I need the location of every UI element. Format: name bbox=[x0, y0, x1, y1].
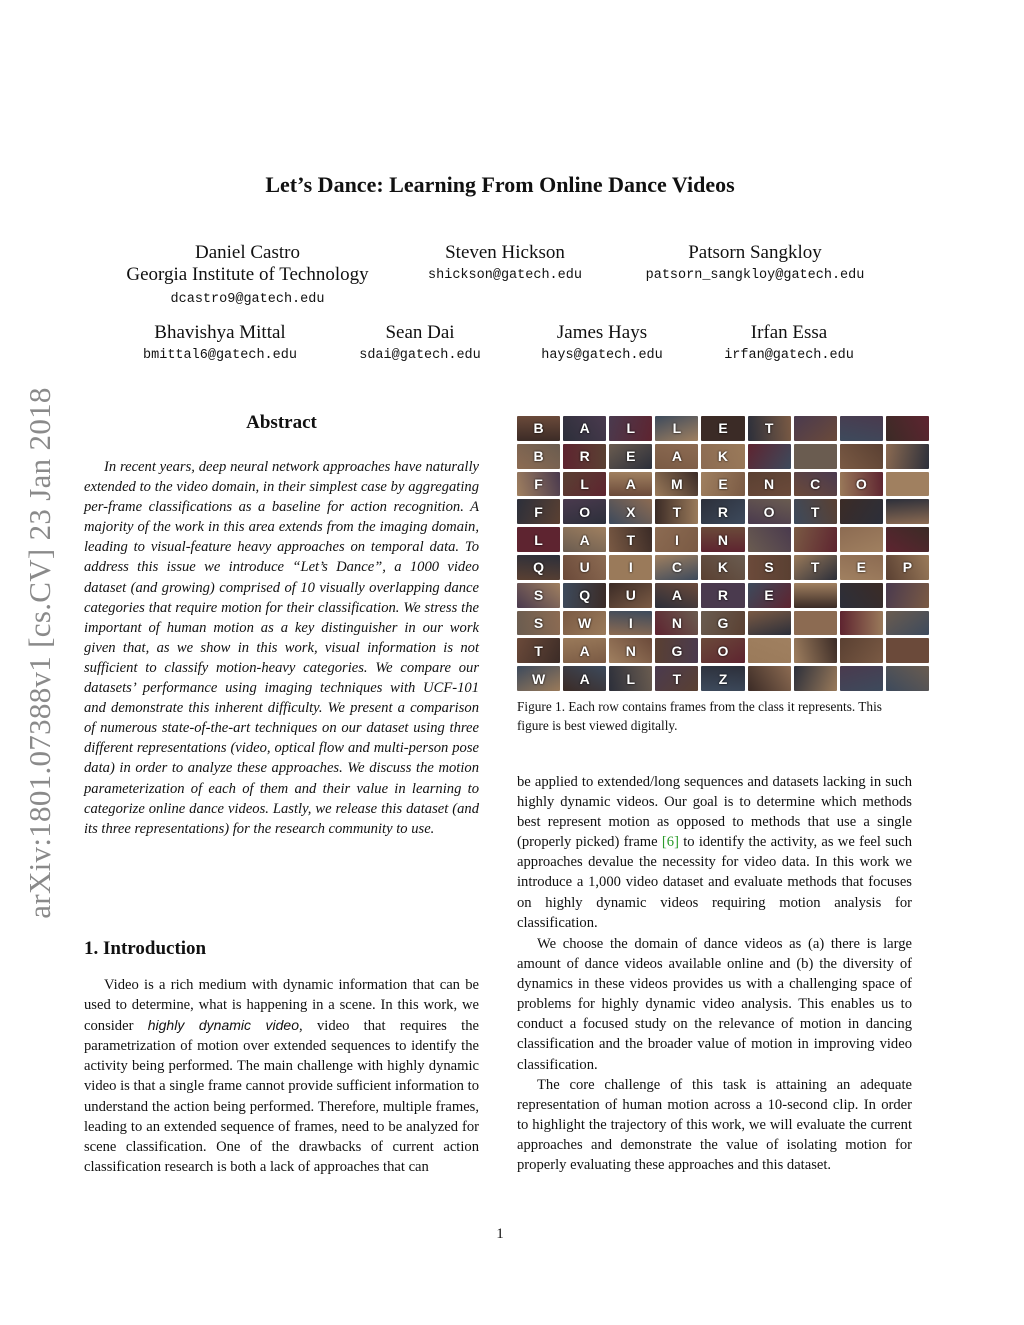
figure-frame bbox=[794, 527, 837, 552]
figure-frame bbox=[563, 611, 606, 636]
frame-letter: F bbox=[534, 503, 543, 520]
body-text: to identify the activity, as we feel such approaches devalue the necessity for video data. In this work we introduce a 1,000 video dataset and evaluate methods that focuses on highly dynamic videos requiring motion analysis for classification. bbox=[517, 834, 912, 931]
figure-frame-grid bbox=[517, 416, 929, 691]
author-block bbox=[120, 242, 375, 307]
frame-letter: W bbox=[531, 670, 546, 687]
figure-frame bbox=[794, 416, 837, 441]
figure-frame bbox=[748, 472, 791, 497]
figure-frame bbox=[517, 583, 560, 608]
frame-letter: M bbox=[671, 475, 683, 492]
figure-frame bbox=[609, 583, 652, 608]
frame-letter: N bbox=[625, 642, 636, 659]
author-email: patsorn_sangkloy@gatech.edu bbox=[645, 268, 865, 283]
frame-letter: G bbox=[671, 642, 683, 659]
figure-frame bbox=[840, 666, 883, 691]
frame-letter bbox=[794, 611, 837, 636]
section-heading: 1. Introduction bbox=[84, 938, 207, 959]
frame-letter: A bbox=[625, 475, 636, 492]
frame-letter: L bbox=[580, 475, 589, 492]
frame-letter: I bbox=[628, 559, 633, 576]
frame-letter bbox=[886, 666, 929, 691]
figure-frame bbox=[886, 527, 929, 552]
figure-frame bbox=[840, 611, 883, 636]
figure-frame bbox=[655, 666, 698, 691]
figure-frame bbox=[701, 666, 744, 691]
frame-letter: I bbox=[674, 531, 679, 548]
figure-frame bbox=[748, 444, 791, 469]
frame-letter bbox=[748, 666, 791, 691]
figure-frame bbox=[517, 416, 560, 441]
figure-frame bbox=[840, 638, 883, 663]
figure-frame bbox=[655, 472, 698, 497]
figure-frame bbox=[655, 555, 698, 580]
figure-frame bbox=[655, 444, 698, 469]
frame-letter: O bbox=[579, 503, 591, 520]
frame-letter: T bbox=[626, 531, 636, 548]
figure-frame bbox=[840, 472, 883, 497]
figure-frame bbox=[701, 583, 744, 608]
figure-frame bbox=[794, 499, 837, 524]
figure-frame bbox=[517, 472, 560, 497]
figure-frame bbox=[517, 638, 560, 663]
author-email: hays@gatech.edu bbox=[541, 348, 663, 363]
frame-letter bbox=[794, 666, 837, 691]
author-name: Steven Hickson bbox=[445, 242, 565, 263]
figure-frame bbox=[609, 611, 652, 636]
figure-frame bbox=[886, 444, 929, 469]
frame-letter: R bbox=[717, 503, 729, 520]
figure-frame bbox=[840, 583, 883, 608]
frame-letter bbox=[886, 444, 929, 469]
frame-letter: T bbox=[534, 642, 543, 659]
frame-letter: K bbox=[717, 559, 729, 576]
frame-letter: E bbox=[856, 559, 866, 576]
author-block bbox=[345, 322, 495, 363]
figure-frame bbox=[840, 444, 883, 469]
frame-letter: S bbox=[533, 614, 544, 631]
figure-frame bbox=[517, 666, 560, 691]
frame-letter: T bbox=[672, 503, 682, 520]
figure-frame bbox=[794, 638, 837, 663]
frame-letter bbox=[748, 444, 791, 469]
frame-letter bbox=[794, 527, 837, 552]
author-block bbox=[405, 242, 605, 283]
frame-letter: A bbox=[671, 587, 682, 604]
figure-frame bbox=[517, 527, 560, 552]
figure-frame bbox=[563, 499, 606, 524]
figure-frame bbox=[563, 555, 606, 580]
figure-frame bbox=[655, 416, 698, 441]
citation-link[interactable]: [6] bbox=[661, 834, 679, 851]
frame-letter: A bbox=[671, 448, 682, 465]
figure-frame bbox=[517, 499, 560, 524]
frame-letter bbox=[794, 416, 837, 441]
author-name: James Hays bbox=[556, 322, 648, 343]
author-email: bmittal6@gatech.edu bbox=[143, 348, 297, 363]
intro-text: , video that requires the parametrization of motion over extended sequences to identify the activity being performed. The main challenge with highly dynamic video is that a single frame cannot provide sufficient information to understand the action being performed. Therefore, multiple frames, leading to an extended sequence of frames, need to be analyzed for scene classification. One of the drawbacks of current action classification research is both a lack of approaches that can bbox=[84, 1018, 479, 1175]
frame-letter: Q bbox=[579, 587, 591, 604]
frame-letter: R bbox=[579, 448, 590, 465]
figure-frame bbox=[701, 499, 744, 524]
body-paragraph bbox=[517, 772, 912, 933]
author-affiliation: Georgia Institute of Technology bbox=[126, 264, 369, 285]
frame-letter: L bbox=[626, 670, 636, 687]
figure-frame bbox=[748, 499, 791, 524]
intro-text: Video is a rich medium with dynamic information that can be used to determine, what is happening in a scene. In this work, we consider bbox=[84, 977, 479, 1035]
figure-frame bbox=[655, 499, 698, 524]
abstract-text: In recent years, deep neural network approaches have naturally extended to the video domain, in their simplest case by aggregating per-frame classifications as a baseline for action recognition. A majority of the work in this area extends from the imaging domain, leading to visual-feature heavy approaches on temporal data. To address this issue we introduce “Let’s Dance”, a 1000 video dataset (and growing) comprised of 10 visually overlapping dance categories that require motion for their classification. We stress the important of human motion as a key distinguisher in our work given that, as we show in this work, visual information is not sufficient to classify motion-heavy categories. We compare our datasets’ performance using imaging techniques with UCF-101 and demonstrate this inherent difficulty. We present a comparison of numerous state-of-the-art techniques on our dataset using three different representations (video, optical flow and multi-person pose data) in order to analyze these approaches. We discuss the motion parameterization of each of them and their value in learning to categorize online dance videos. Lastly, we release this dataset (and its three representations) for the research community to use. bbox=[84, 459, 479, 837]
intro-emphasis: highly dynamic video bbox=[147, 1017, 300, 1034]
figure-frame bbox=[609, 416, 652, 441]
figure-frame bbox=[886, 583, 929, 608]
figure-frame bbox=[655, 527, 698, 552]
figure-frame bbox=[563, 472, 606, 497]
figure-frame bbox=[655, 611, 698, 636]
frame-letter bbox=[840, 611, 883, 636]
frame-letter bbox=[886, 611, 929, 636]
frame-letter: O bbox=[763, 503, 775, 520]
frame-letter bbox=[840, 527, 883, 552]
body-paragraph: We choose the domain of dance videos as (a) there is large amount of dance videos available online and (b) the diversity of dynamics in these videos provides us with a challenging space of problems for highly dynamic video analysis. This enables us to conduct a focused study on the relevance of motion in dancing classification and the broader value of motion in improving video classification. bbox=[517, 936, 912, 1073]
figure-frame bbox=[748, 527, 791, 552]
figure-frame bbox=[563, 638, 606, 663]
figure-frame bbox=[609, 472, 652, 497]
frame-letter: L bbox=[626, 420, 636, 437]
frame-letter: A bbox=[579, 642, 590, 659]
frame-letter bbox=[886, 416, 929, 441]
figure-frame bbox=[609, 527, 652, 552]
frame-letter bbox=[794, 638, 837, 663]
frame-letter bbox=[840, 583, 883, 608]
frame-letter: A bbox=[579, 420, 590, 437]
frame-letter: E bbox=[718, 475, 728, 492]
author-block bbox=[710, 322, 868, 363]
figure-frame bbox=[517, 555, 560, 580]
figure-frame bbox=[840, 416, 883, 441]
figure-frame bbox=[609, 666, 652, 691]
frame-letter bbox=[840, 499, 883, 524]
figure-frame bbox=[701, 416, 744, 441]
author-name: Bhavishya Mittal bbox=[154, 322, 286, 343]
figure-frame bbox=[701, 444, 744, 469]
page-number: 1 bbox=[496, 1226, 504, 1242]
figure-frame bbox=[748, 555, 791, 580]
frame-letter: O bbox=[855, 475, 867, 492]
figure-frame bbox=[563, 527, 606, 552]
figure-frame bbox=[609, 555, 652, 580]
figure-frame bbox=[886, 555, 929, 580]
frame-letter: E bbox=[718, 420, 728, 437]
frame-letter: B bbox=[533, 420, 544, 437]
arxiv-stamp: arXiv:1801.07388v1 [cs.CV] 23 Jan 2018 bbox=[22, 387, 57, 919]
frame-letter bbox=[886, 472, 929, 497]
frame-letter: A bbox=[579, 531, 590, 548]
abstract-heading: Abstract bbox=[246, 412, 317, 433]
frame-letter: E bbox=[626, 448, 636, 465]
frame-letter: K bbox=[717, 448, 729, 465]
figure-frame bbox=[517, 444, 560, 469]
figure-frame bbox=[563, 416, 606, 441]
author-name: Patsorn Sangkloy bbox=[688, 242, 822, 263]
author-email: sdai@gatech.edu bbox=[359, 348, 481, 363]
figure-frame bbox=[886, 666, 929, 691]
frame-letter: L bbox=[672, 420, 682, 437]
frame-letter: S bbox=[533, 587, 544, 604]
frame-letter: Q bbox=[533, 559, 544, 576]
figure-frame bbox=[701, 555, 744, 580]
figure-frame bbox=[886, 472, 929, 497]
frame-letter: G bbox=[717, 614, 729, 631]
figure-frame bbox=[794, 666, 837, 691]
figure-frame bbox=[609, 638, 652, 663]
frame-letter: F bbox=[534, 475, 543, 492]
figure-frame bbox=[794, 472, 837, 497]
frame-letter: N bbox=[764, 475, 775, 492]
figure-frame bbox=[701, 527, 744, 552]
figure-frame bbox=[748, 666, 791, 691]
frame-letter bbox=[748, 611, 791, 636]
frame-letter bbox=[886, 499, 929, 524]
frame-letter: X bbox=[626, 503, 636, 520]
figure-frame bbox=[886, 416, 929, 441]
figure-frame bbox=[794, 583, 837, 608]
frame-letter: P bbox=[902, 559, 913, 576]
figure-caption: Figure 1. Each row contains frames from the class it represents. This figure is best viewed digitally. bbox=[517, 699, 882, 733]
frame-letter bbox=[794, 444, 837, 469]
frame-letter: B bbox=[533, 448, 544, 465]
frame-letter bbox=[748, 638, 791, 663]
figure-frame bbox=[701, 472, 744, 497]
author-block bbox=[630, 242, 880, 283]
body-text: be applied to extended/long sequences and datasets lacking in such highly dynamic videos. Our goal is to determine which methods best represent motion as opposed to methods that use a single (properly picked) frame bbox=[517, 774, 912, 851]
frame-letter: N bbox=[671, 614, 682, 631]
figure-frame bbox=[609, 444, 652, 469]
figure-frame bbox=[563, 583, 606, 608]
frame-letter: U bbox=[579, 559, 590, 576]
author-name: Daniel Castro bbox=[194, 242, 300, 263]
frame-letter: T bbox=[810, 503, 820, 520]
frame-letter: C bbox=[810, 475, 821, 492]
figure-frame bbox=[701, 638, 744, 663]
frame-letter: U bbox=[625, 587, 636, 604]
figure-frame bbox=[701, 611, 744, 636]
author-name: Irfan Essa bbox=[750, 322, 828, 343]
author-block bbox=[125, 322, 315, 363]
frame-letter: I bbox=[628, 614, 633, 631]
frame-letter bbox=[840, 638, 883, 663]
intro-paragraph bbox=[84, 975, 479, 1177]
frame-letter bbox=[794, 583, 837, 608]
frame-letter: T bbox=[764, 420, 774, 437]
figure-frame bbox=[517, 611, 560, 636]
figure-frame bbox=[794, 444, 837, 469]
frame-letter bbox=[886, 527, 929, 552]
frame-letter bbox=[840, 416, 883, 441]
frame-letter: E bbox=[764, 587, 774, 604]
figure-frame bbox=[609, 499, 652, 524]
frame-letter: T bbox=[810, 559, 820, 576]
frame-letter: T bbox=[672, 670, 682, 687]
figure-frame bbox=[794, 555, 837, 580]
frame-letter: Z bbox=[718, 670, 728, 687]
frame-letter: S bbox=[764, 559, 774, 576]
frame-letter bbox=[886, 583, 929, 608]
frame-letter: O bbox=[717, 642, 729, 659]
frame-letter bbox=[840, 444, 883, 469]
figure-frame bbox=[655, 583, 698, 608]
figure-frame bbox=[748, 416, 791, 441]
figure-frame bbox=[794, 611, 837, 636]
figure-frame bbox=[886, 638, 929, 663]
frame-letter: W bbox=[578, 614, 592, 631]
figure-frame bbox=[886, 499, 929, 524]
frame-letter bbox=[886, 638, 929, 663]
frame-letter: A bbox=[579, 670, 590, 687]
frame-letter: C bbox=[671, 559, 682, 576]
figure-frame bbox=[748, 583, 791, 608]
figure-frame bbox=[655, 638, 698, 663]
paper-title: Let’s Dance: Learning From Online Dance Videos bbox=[265, 172, 735, 197]
frame-letter: L bbox=[534, 531, 543, 548]
author-block bbox=[527, 322, 677, 363]
figure-frame bbox=[563, 666, 606, 691]
figure-frame bbox=[840, 555, 883, 580]
frame-letter bbox=[748, 527, 791, 552]
body-paragraph: The core challenge of this task is attaining an adequate representation of human motion across a 10-second clip. In order to highlight the trajectory of this work, we will evaluate the current approaches and demonstrate the value of isolating motion for properly evaluating these approaches and this dataset. bbox=[517, 1077, 912, 1174]
figure-frame bbox=[840, 499, 883, 524]
author-email: irfan@gatech.edu bbox=[724, 348, 854, 363]
author-name: Sean Dai bbox=[385, 322, 455, 343]
author-email: dcastro9@gatech.edu bbox=[170, 292, 325, 307]
figure-frame bbox=[748, 638, 791, 663]
figure-frame bbox=[840, 527, 883, 552]
figure-frame bbox=[563, 444, 606, 469]
figure-frame bbox=[748, 611, 791, 636]
author-email: shickson@gatech.edu bbox=[428, 268, 582, 283]
frame-letter: N bbox=[717, 531, 729, 548]
frame-letter bbox=[840, 666, 883, 691]
figure-frame bbox=[886, 611, 929, 636]
frame-letter: R bbox=[717, 587, 729, 604]
